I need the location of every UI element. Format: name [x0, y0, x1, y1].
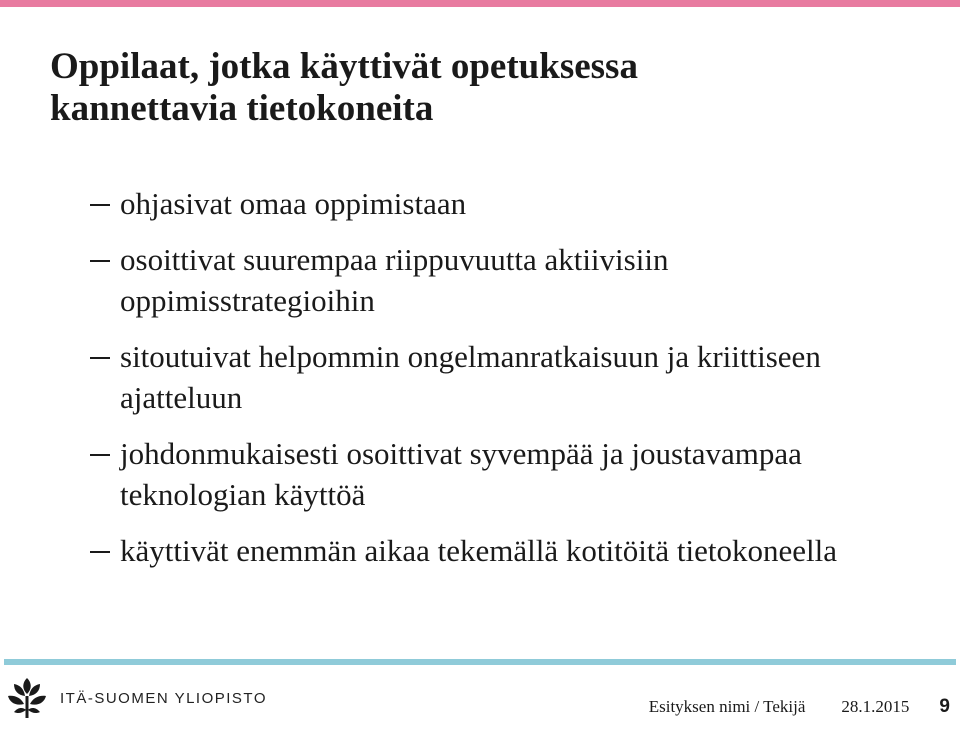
- university-leaf-logo-icon: [6, 676, 48, 720]
- bullet-item: [90, 336, 890, 418]
- bullet-item: [90, 183, 890, 224]
- dash-bullet-icon: [90, 239, 120, 280]
- slide-title: [50, 46, 910, 130]
- bullet-text: ohjasivat omaa oppimistaan: [120, 186, 467, 221]
- bullet-text: osoittivat suurempaa riippuvuutta aktiivisiin oppimisstrategioihin: [120, 242, 669, 318]
- slide-title-line-2: kannettavia tietokoneita: [50, 88, 434, 129]
- dash-bullet-icon: [90, 433, 120, 474]
- bullet-list: [90, 183, 890, 586]
- bullet-text: johdonmukaisesti osoittivat syvempää ja joustavampaa teknologian käyttöä: [120, 436, 802, 512]
- university-logo: [6, 676, 267, 720]
- dash-bullet-icon: [90, 530, 120, 571]
- university-name: ITÄ-SUOMEN YLIOPISTO: [60, 689, 267, 707]
- presentation-date: 28.1.2015: [841, 697, 910, 716]
- dash-bullet-icon: [90, 336, 120, 377]
- presentation-author: Esityksen nimi / Tekijä: [648, 697, 806, 716]
- bullet-text: käyttivät enemmän aikaa tekemällä kotitöitä tietokoneella: [120, 533, 838, 568]
- bullet-item: [90, 530, 890, 571]
- top-accent-bar: [0, 0, 960, 7]
- bullet-item: [90, 239, 890, 321]
- page-number: 9: [939, 696, 950, 717]
- footer-accent-bar: [4, 659, 956, 665]
- slide-footer-info: [649, 696, 950, 718]
- slide-title-line-1: Oppilaat, jotka käyttivät opetuksessa: [50, 46, 638, 87]
- bullet-item: [90, 433, 890, 515]
- dash-bullet-icon: [90, 183, 120, 224]
- bullet-text: sitoutuivat helpommin ongelmanratkaisuun ja kriittiseen ajatteluun: [120, 339, 821, 415]
